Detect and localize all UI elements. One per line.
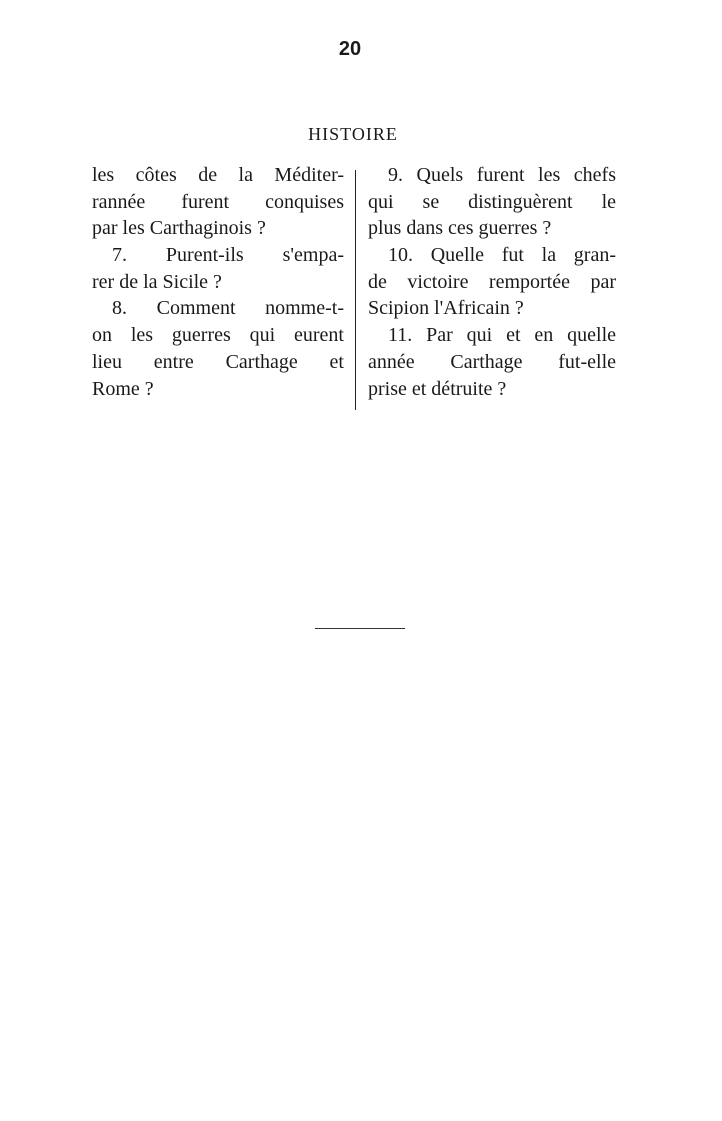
text-line: de victoire remportée par <box>368 270 616 293</box>
text-line: qui se distinguèrent le <box>368 190 616 213</box>
page-number: 20 <box>338 38 362 60</box>
end-rule <box>315 628 405 629</box>
text-line: 8. Comment nomme-t- <box>112 297 344 320</box>
text-line: prise et détruite ? <box>368 377 507 400</box>
column-divider <box>355 170 356 410</box>
text-line: lieu entre Carthage et <box>92 350 344 373</box>
text-line: rer de la Sicile ? <box>92 270 222 293</box>
text-line: 9. Quels furent les chefs <box>388 164 616 186</box>
text-line: les côtes de la Méditer- <box>92 164 344 186</box>
text-line: rannée furent conquises <box>92 190 344 213</box>
text-line: on les guerres qui eurent <box>92 324 344 347</box>
running-title: HISTOIRE <box>308 124 398 144</box>
text-line: 10. Quelle fut la gran- <box>388 244 616 267</box>
text-line: 7. Purent-ils s'empa- <box>112 244 344 267</box>
text-line: année Carthage fut-elle <box>368 350 616 373</box>
text-line: Scipion l'Africain ? <box>368 297 524 320</box>
right-text-column <box>368 162 616 402</box>
text-line: par les Carthaginois ? <box>92 217 266 240</box>
text-line: 11. Par qui et en quelle <box>388 324 616 347</box>
left-text-column <box>92 162 344 402</box>
text-line: Rome ? <box>92 377 154 400</box>
text-line: plus dans ces guerres ? <box>368 217 552 240</box>
